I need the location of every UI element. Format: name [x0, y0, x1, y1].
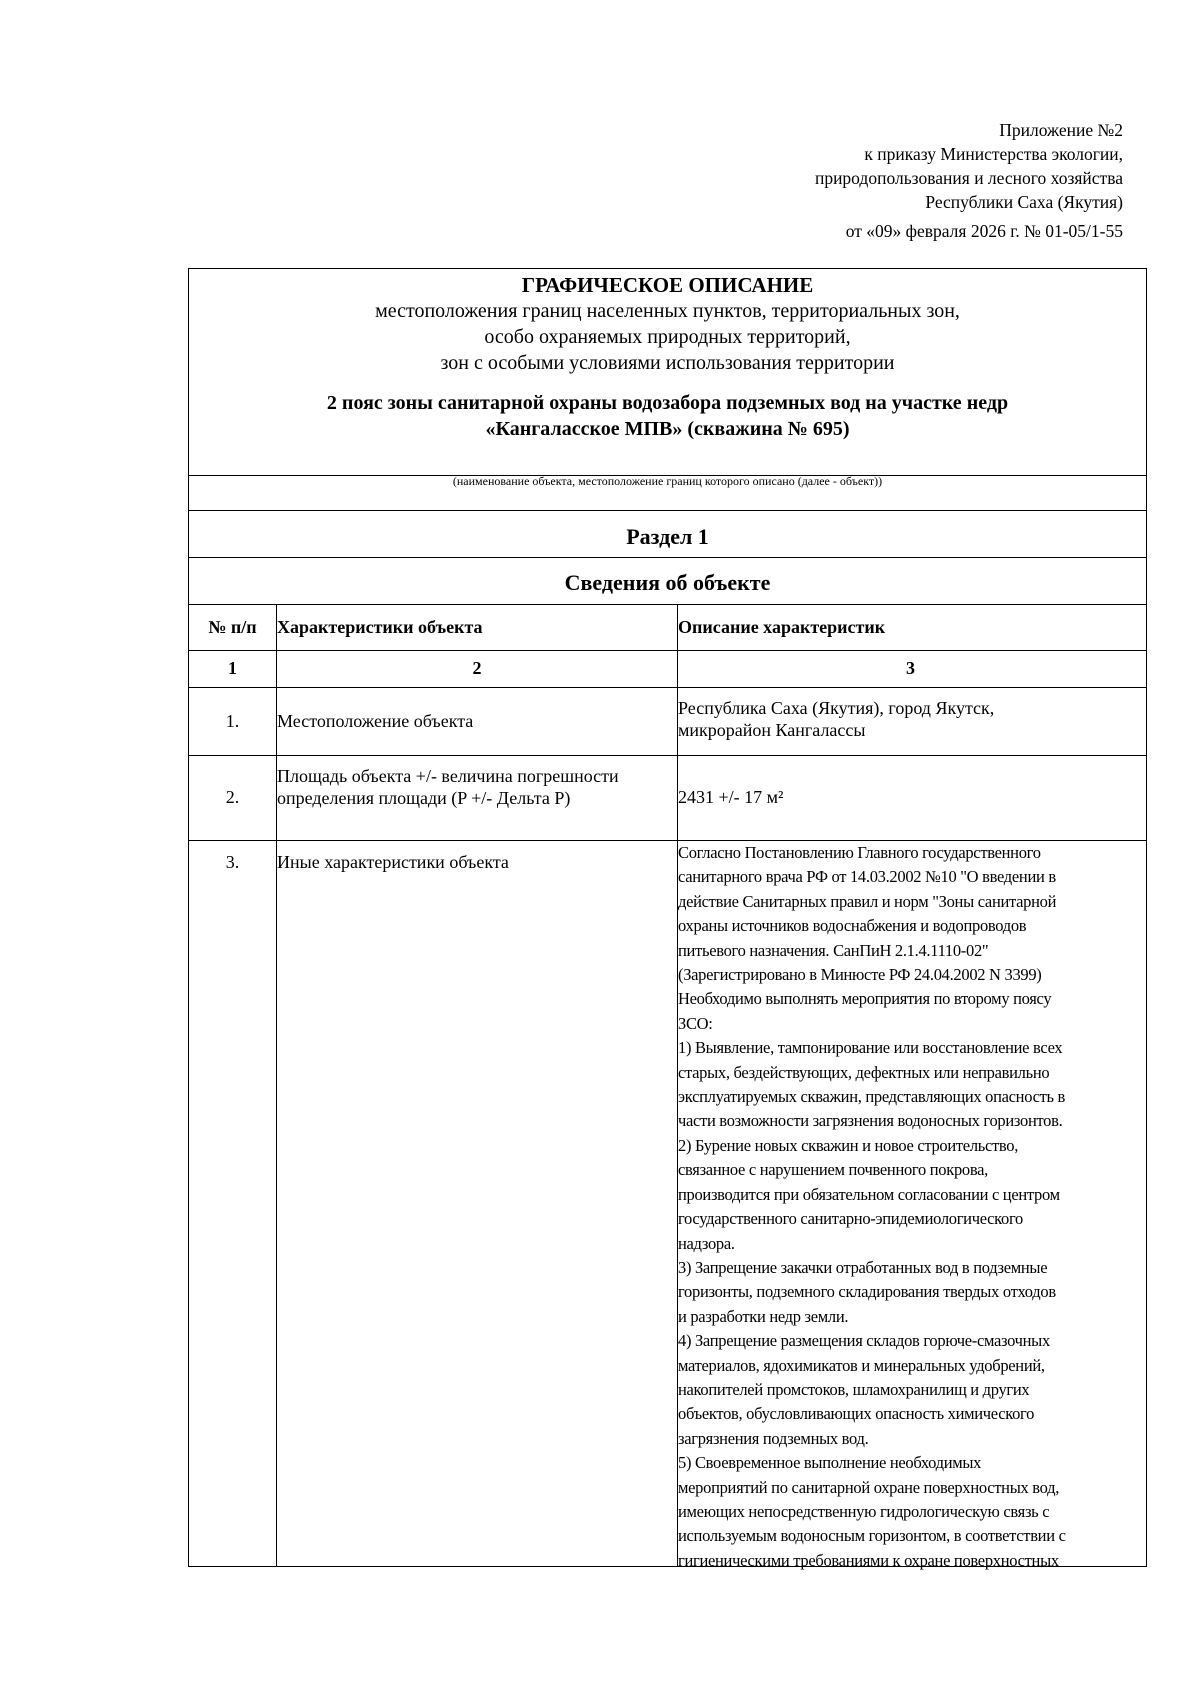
divider [189, 687, 1146, 688]
object-name-line: «Кангаласское МПВ» (скважина № 695) [485, 418, 850, 440]
column-header-characteristic: Характеристики объекта [277, 617, 483, 637]
divider [189, 510, 1146, 511]
description-line: 5) Своевременное выполнение необходимых [678, 1453, 982, 1473]
appendix-block [603, 118, 1123, 243]
appendix-line: Республики Саха (Якутия) [925, 192, 1123, 212]
section-subtitle: Сведения об объекте [564, 570, 771, 595]
description-line: 3) Запрещение закачки отработанных вод в подземные [678, 1257, 1048, 1277]
appendix-line: Приложение №2 [999, 120, 1123, 140]
divider [189, 557, 1146, 558]
description-table [188, 268, 1147, 1570]
object-caption: (наименование объекта, местоположение границ которого описано (далее - объект)) [452, 474, 883, 488]
order-reference: от «09» февраля 2026 г. № 01-05/1-55 [845, 221, 1123, 241]
description-line: 1) Выявление, тампонирование или восстановление всех [678, 1038, 1063, 1058]
description-line: государственного санитарно-эпидемиологического [678, 1209, 1024, 1229]
description-line: надзора. [678, 1233, 735, 1253]
row-number: 2. [225, 787, 240, 807]
appendix-line: к приказу Министерства экологии, [864, 144, 1123, 164]
description-line: Согласно Постановлению Главного государственного [678, 843, 1041, 862]
description-line: (Зарегистрировано в Минюсте РФ 24.04.2002 N 3399) [678, 965, 1042, 985]
description-line: связанное с нарушением почвенного покрова, [678, 1160, 988, 1180]
description-line: 2) Бурение новых скважин и новое строительство, [678, 1135, 1019, 1155]
description-line: горизонты, подземного складирования твердых отходов [678, 1282, 1056, 1302]
description-line: объектов, обусловливающих опасность химического [678, 1404, 1035, 1424]
divider [189, 604, 1146, 605]
row-description-long [678, 841, 1143, 1573]
row-characteristic: Местоположение объекта [277, 711, 474, 731]
description-line: материалов, ядохимикатов и минеральных удобрений, [678, 1355, 1045, 1375]
description-line: эксплуатируемых скважин, представляющих опасность в [678, 1087, 1066, 1107]
column-number: 1 [228, 658, 237, 678]
object-name [189, 390, 1146, 442]
appendix-line: природопользования и лесного хозяйства [814, 168, 1123, 188]
section-title: Раздел 1 [626, 524, 709, 549]
subtitle-line: особо охраняемых природных территорий, [484, 326, 851, 348]
description-line: старых, бездействующих, дефектных или неправильно [678, 1062, 1050, 1082]
description-line: действие Санитарных правил и норм "Зоны санитарной [678, 891, 1057, 911]
row-characteristic: Иные характеристики объекта [277, 852, 509, 872]
description-line: санитарного врача РФ от 14.03.2002 №10 "О введении в [678, 867, 1056, 887]
row-description: Республика Саха (Якутия), город Якутск, микрорайон Кангалассы [678, 698, 995, 740]
description-line: загрязнения подземных вод. [678, 1428, 869, 1448]
divider [189, 650, 1146, 651]
description-line: 4) Запрещение размещения складов горюче-смазочных [678, 1331, 1050, 1351]
description-line: гигиеническими требованиями к охране поверхностных [678, 1550, 1059, 1570]
row-number: 1. [225, 711, 240, 731]
description-line: Необходимо выполнять мероприятия по второму поясу [678, 989, 1052, 1009]
description-line: используемым водоносным горизонтом, в соответствии с [678, 1526, 1066, 1546]
row-characteristic: Площадь объекта +/- величина погрешности определения площади (P +/- Дельта P) [277, 766, 619, 808]
subtitle-line: местоположения границ населенных пунктов, территориальных зон, [375, 300, 960, 322]
description-line: производится при обязательном согласовании с центром [678, 1184, 1060, 1204]
column-header-description: Описание характеристик [678, 617, 886, 637]
row-number: 3. [225, 852, 240, 872]
subtitle-line: зон с особыми условиями использования территории [440, 352, 895, 374]
description-line: части возможности загрязнения водоносных горизонтов. [678, 1111, 1063, 1131]
description-line: охраны источников водоснабжения и водопроводов [678, 916, 1027, 936]
title-block [189, 269, 1146, 442]
description-line: имеющих непосредственную гидрологическую связь с [678, 1501, 1050, 1521]
object-name-line: 2 пояс зоны санитарной охраны водозабора подземных вод на участке недр [326, 392, 1009, 414]
description-line: питьевого назначения. СанПиН 2.1.4.1110-02" [678, 940, 989, 960]
description-line: мероприятий по санитарной охране поверхностных вод, [678, 1477, 1060, 1497]
column-number: 2 [472, 658, 482, 678]
column-header-num: № п/п [208, 617, 257, 637]
row-description: 2431 +/- 17 м² [678, 787, 784, 807]
divider [189, 755, 1146, 756]
description-line: и разработки недр земли. [678, 1306, 849, 1326]
document-title: ГРАФИЧЕСКОЕ ОПИСАНИЕ [521, 273, 814, 297]
column-divider [276, 604, 277, 1566]
column-number: 3 [906, 658, 915, 678]
description-line: ЗСО: [678, 1013, 713, 1033]
description-line: накопителей промстоков, шламохранилищ и других [678, 1379, 1030, 1399]
